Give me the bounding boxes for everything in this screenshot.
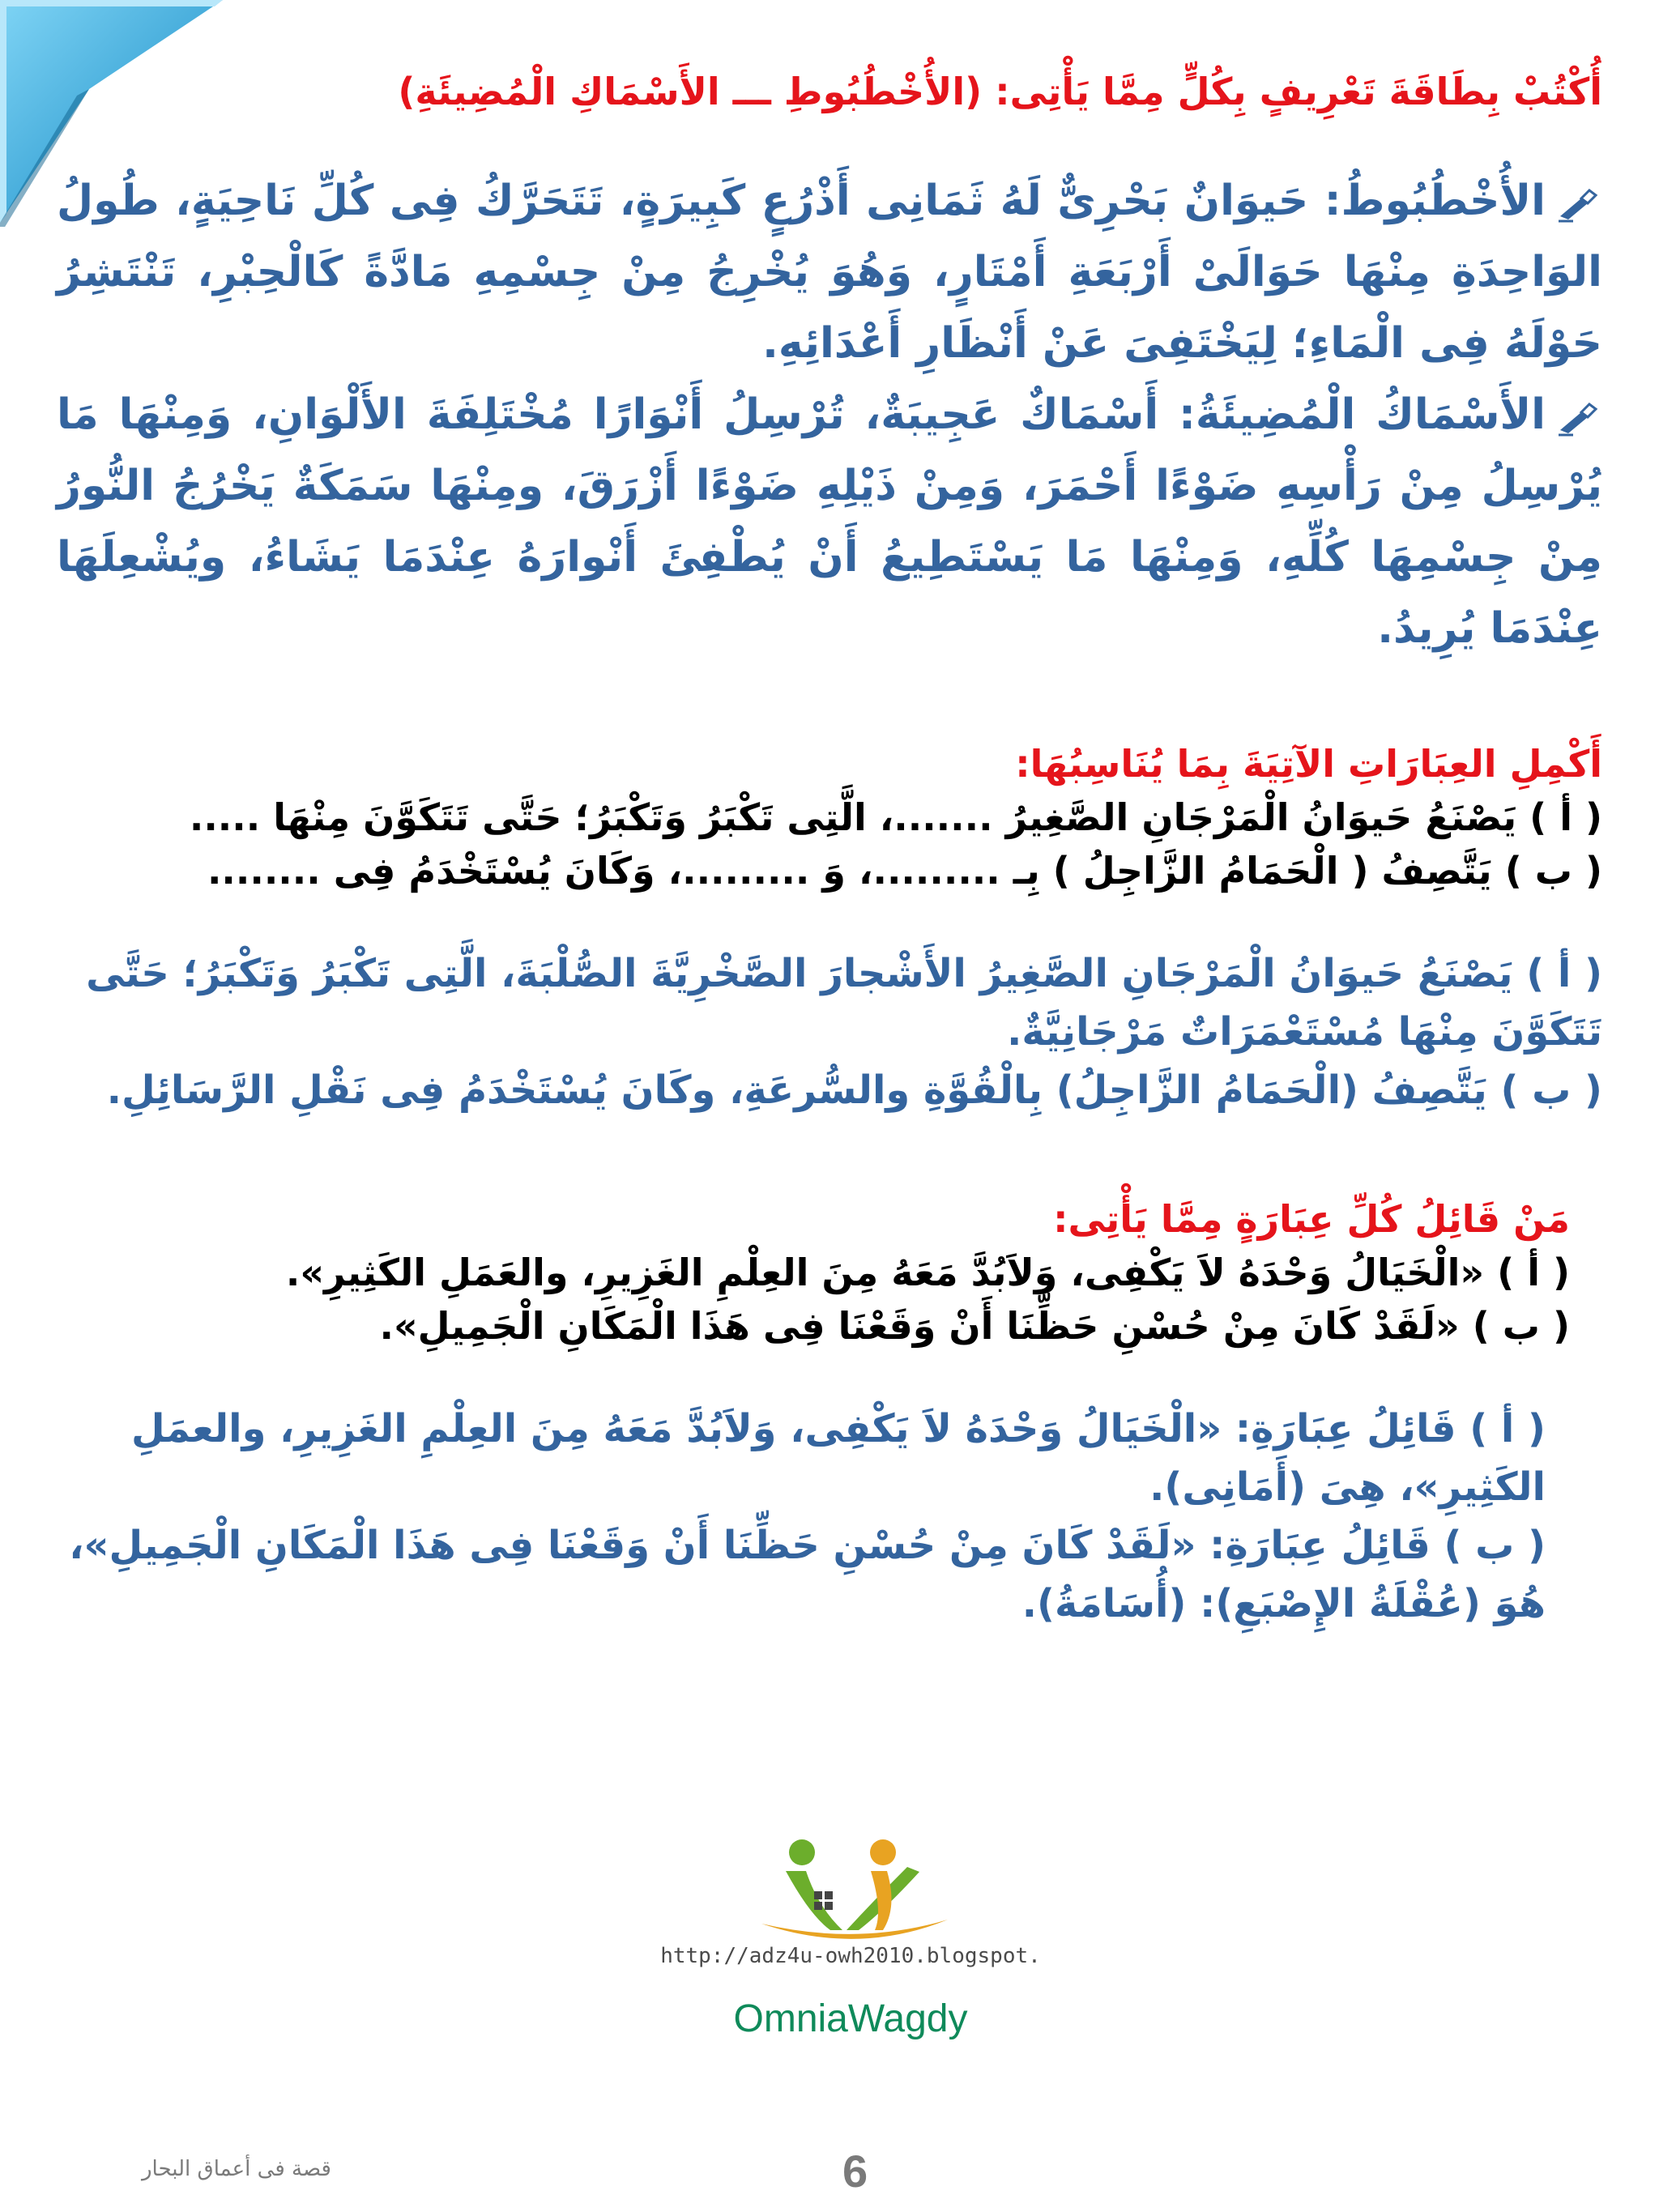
- section1-heading: أُكْتُبْ بِطَاقَةَ تَعْرِيفٍ بِكُلٍّ مِمَّا يَأْتِى: (الأُخْطُبُوطِ ـــ الأَسْمَاكِ الْمُضِيئَةِ): [398, 70, 1602, 113]
- section3-question-a: ( أ ) «الْخَيَالُ وَحْدَهُ لاَ يَكْفِى، وَلاَبُدَّ مَعَهُ مِنَ العِلْمِ الغَزِيرِ، والعَمَلِ الكَثِيرِ».: [285, 1251, 1570, 1294]
- logo-figures-icon: [640, 1835, 1061, 1948]
- section2-heading: أَكْمِلِ العِبَارَاتِ الآتِيَةَ بِمَا يُنَاسِبُهَا:: [1015, 742, 1602, 786]
- logo-name: OmniaWagdy: [733, 1997, 968, 2040]
- section3-question-b: ( ب ) «لَقَدْ كَانَ مِنْ حُسْنِ حَظِّنَا أَنْ وَقَعْنَا فِى هَذَا الْمَكَانِ الْجَمِيلِ».: [379, 1304, 1570, 1348]
- section3-answer-a: ( أ ) قَائِلُ عِبَارَةِ: «الْخَيَالُ وَحْدَهُ لاَ يَكْفِى، وَلاَبُدَّ مَعَهُ مِنَ العِلْمِ الغَزِيرِ، والعمَلِ الكَثِيرِ»، هِىَ (أَمَانِى).: [131, 1406, 1546, 1510]
- page-content: [57, 65, 1602, 1633]
- section2-question-a: ( أ ) يَصْنَعُ حَيوَانُ الْمَرْجَانِ الصَّغِيرُ .......، الَّتِى تَكْبَرُ وَتَكْبَرُ؛ حَتَّى تَتَكَوَّنَ مِنْهَا .....: [189, 795, 1602, 839]
- octopus-text: حَيوَانٌ بَحْرِىٌّ لَهُ ثَمَانِى أَذْرُعٍ كَبِيرَةٍ، تَتَحَرَّكُ فِى كُلِّ نَاحِيَةٍ، طُولُ الوَاحِدَةِ مِنْهَا حَوَالَىْ أَرْبَعَةِ أَمْتَارٍ، وَهُوَ يُخْرِجُ مِنْ جِسْمِهِ مَادَّةً كَالْحِبْرِ، تَنْتَشِرُ حَوْلَهُ فِى الْمَاءِ؛ لِيَخْتَفِىَ عَنْ أَنْظَارِ أَعْدَائِهِ.: [57, 177, 1602, 368]
- section2-question-b: ( ب ) يَتَّصِفُ ( الْحَمَامُ الزَّاجِلُ ) بِـ .........، وَ .........، وَكَانَ يُسْتَخْدَمُ فِى ........: [207, 849, 1602, 893]
- section3-heading: مَنْ قَائِلُ كُلِّ عِبَارَةٍ مِمَّا يَأْتِى:: [1053, 1197, 1570, 1241]
- page-number: 6: [842, 2146, 868, 2197]
- octopus-term: الأُخْطُبُوطُ:: [1324, 177, 1546, 225]
- section3-answer-b: ( ب ) قَائِلُ عِبَارَةِ: «لَقَدْ كَانَ مِنْ حُسْنِ حَظِّنَا أَنْ وَقَعْنَا فِى هَذَا الْمَكَانِ الْجَمِيلِ»، هُوَ (عُقْلَةُ الإِصْبَعِ): (أُسَامَةُ).: [69, 1523, 1546, 1626]
- footer-book-title: قصة فى أعماق البحار: [142, 2157, 331, 2181]
- fish-term: الأَسْمَاكُ الْمُضِيئَةُ:: [1179, 390, 1546, 439]
- writing-hand-icon: [1557, 184, 1602, 223]
- logo-url: http://adz4u-owh2010.blogspot.: [660, 1944, 1041, 1968]
- omniawagdy-logo: [640, 1835, 1045, 2094]
- section2-answer-b: ( ب ) يَتَّصِفُ (الْحَمَامُ الزَّاجِلُ) بِالْقُوَّةِ والسُّرعَةِ، وكَانَ يُسْتَخْدَمُ فِى نَقْلِ الرَّسَائِلِ.: [106, 1068, 1602, 1113]
- writing-hand-icon: [1557, 398, 1602, 437]
- octopus-definition: [57, 165, 1602, 379]
- fish-text: أَسْمَاكٌ عَجِيبَةٌ، تُرْسِلُ أَنْوَارًا مُخْتَلِفَةَ الأَلْوَانِ، وَمِنْهَا مَا يُرْسِلُ مِنْ رَأْسِهِ ضَوْءًا أَحْمَرَ، وَمِنْ ذَيْلِهِ ضَوْءًا أَزْرَقَ، ومِنْهَا سَمَكَةٌ يَخْرُجُ النُّورُ مِنْ جِسْمِهَا كُلِّهِ، وَمِنْهَا مَا يَسْتَطِيعُ أَنْ يُطْفِئَ أَنْوارَهُ عِنْدَمَا يَشَاءُ، ويُشْعِلَهَا عِنْدَمَا يُرِيدُ.: [57, 390, 1602, 653]
- glowing-fish-definition: [57, 379, 1602, 664]
- section2-answer-a: ( أ ) يَصْنَعُ حَيوَانُ الْمَرْجَانِ الصَّغِيرُ الأَشْجارَ الصَّخْرِيَّةَ الصُّلْبَةَ، الَّتِى تَكْبَرُ وَتَكْبَرُ؛ حَتَّى تَتَكَوَّنَ مِنْهَا مُسْتَعْمَرَاتٌ مَرْجَانِيَّةٌ.: [86, 951, 1602, 1055]
